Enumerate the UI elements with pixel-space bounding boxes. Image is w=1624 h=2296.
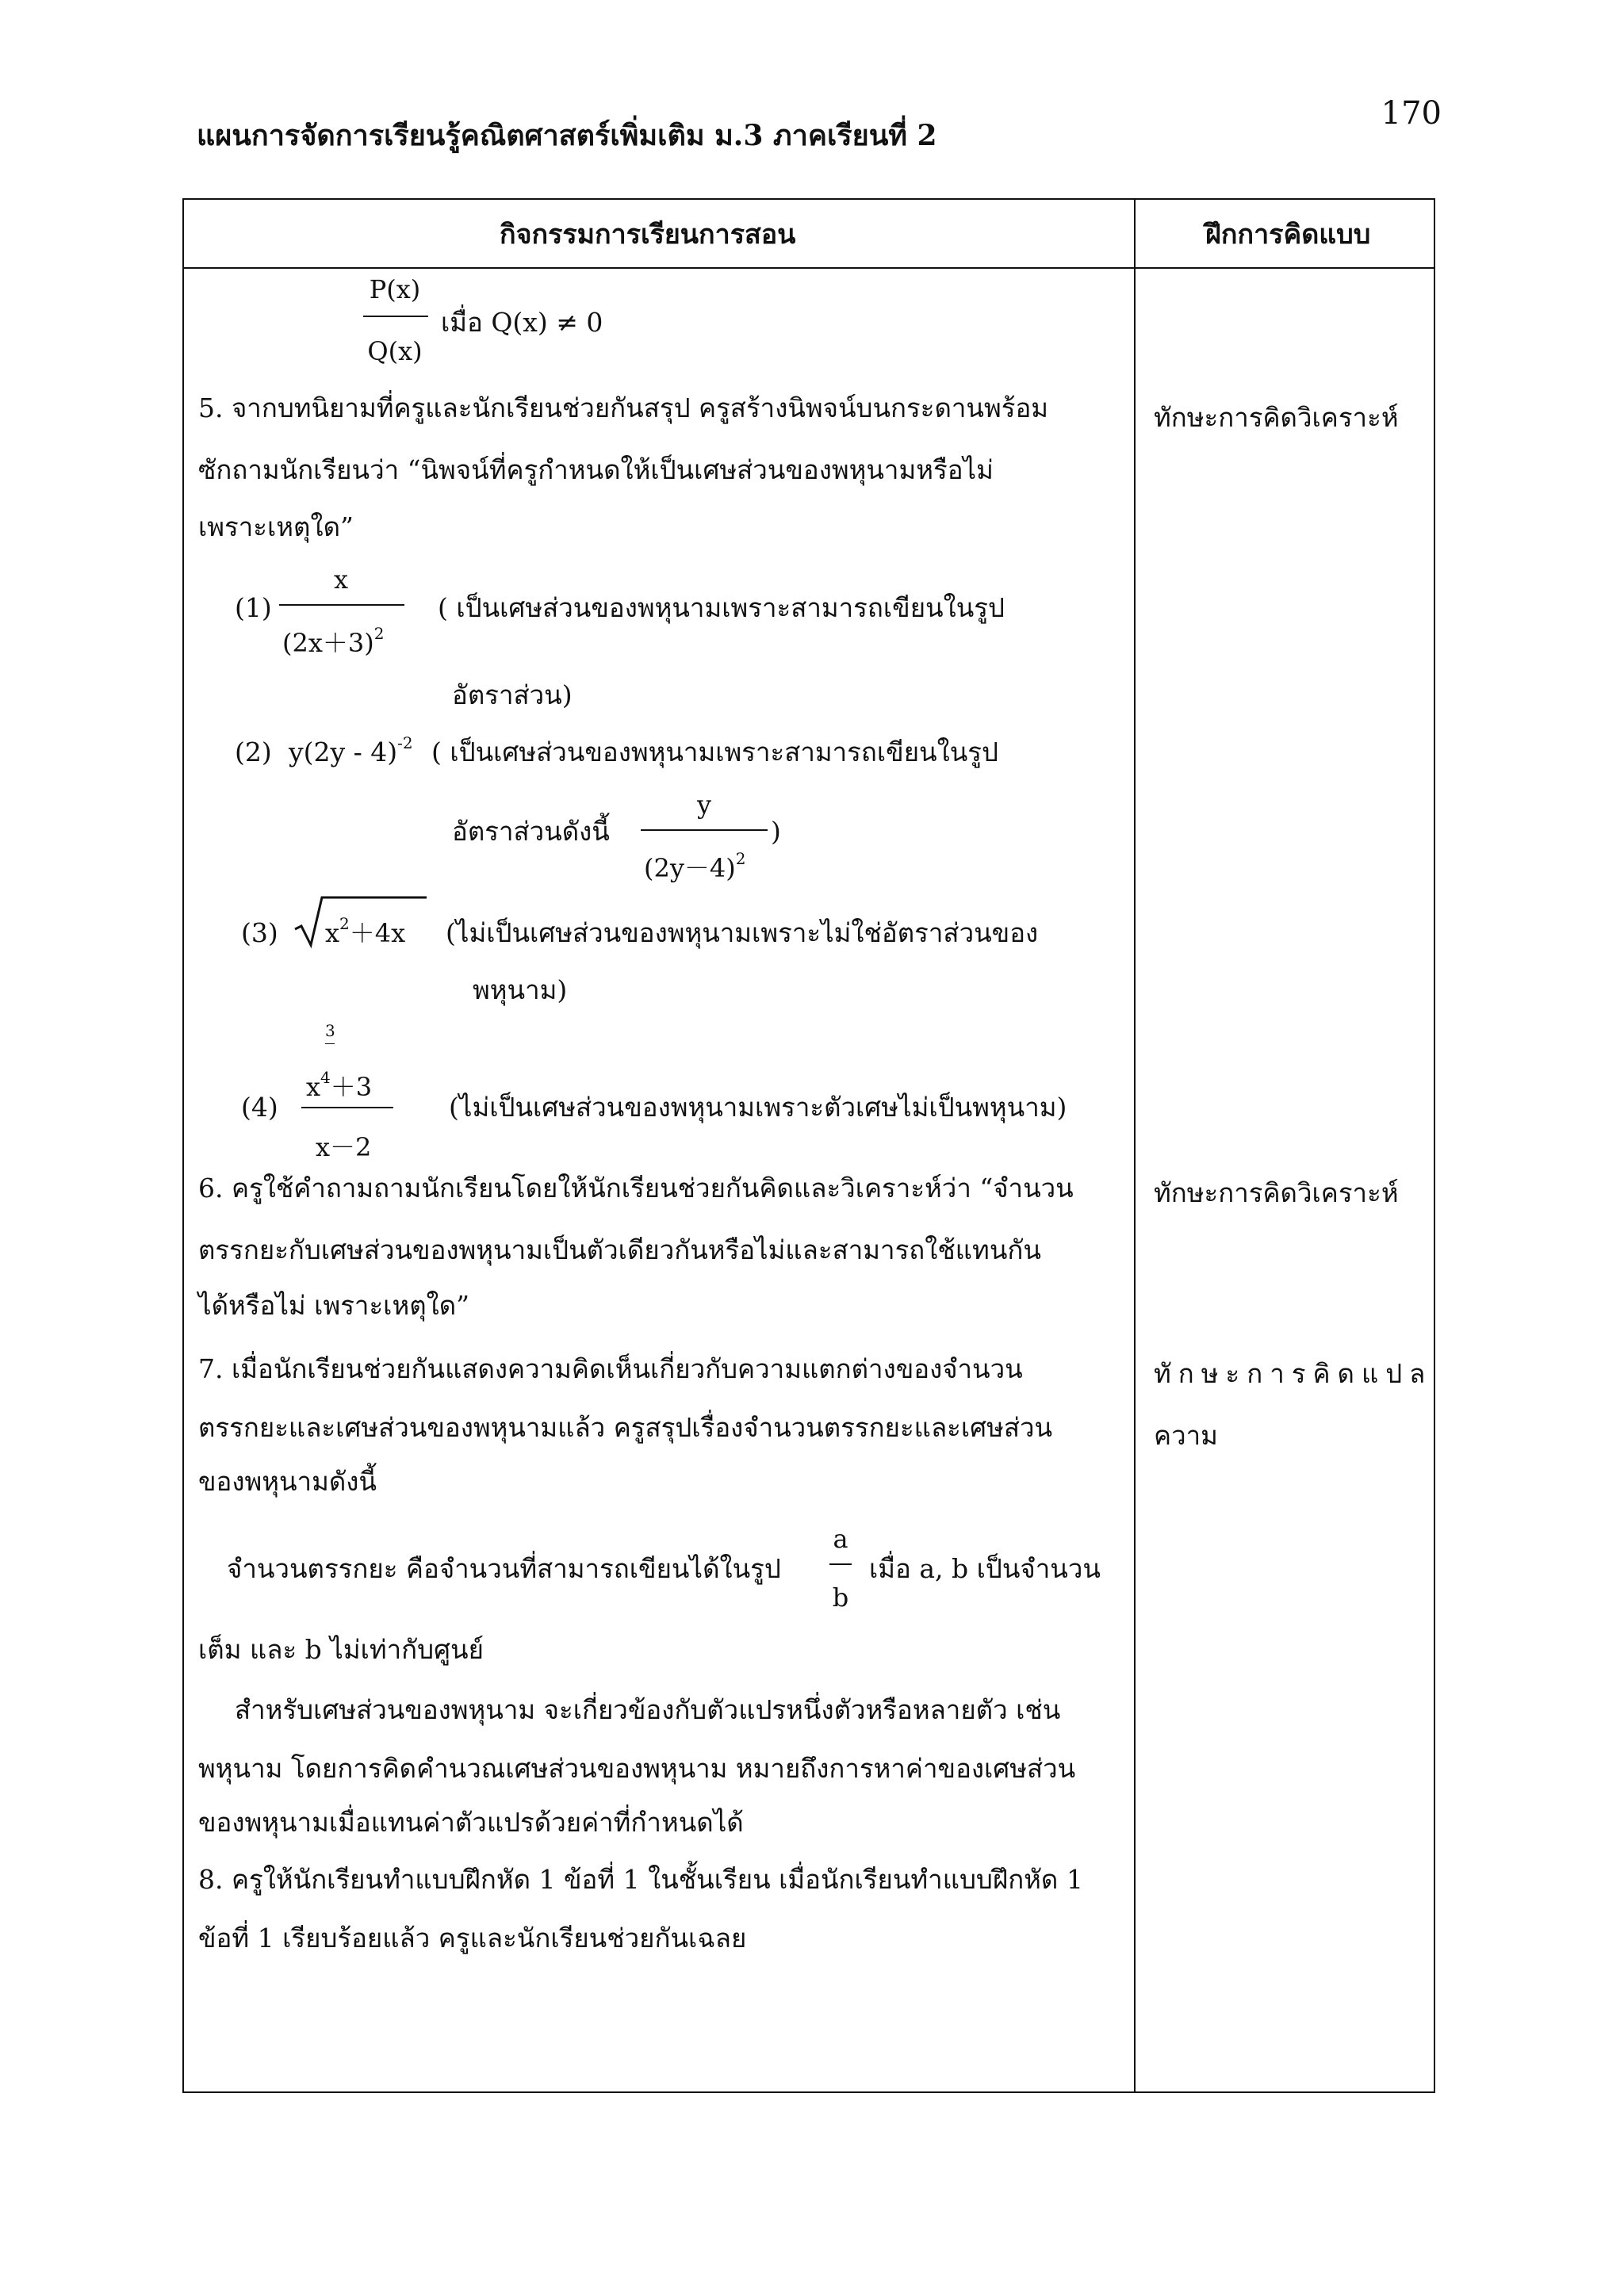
example4-numerator: $x^4+3$ [306, 1068, 373, 1102]
example3-label: (3) [241, 917, 278, 948]
example4-exponent-bar [325, 1043, 335, 1044]
example2-expression: y(2y - 4)$^{-2}$ [289, 733, 413, 767]
example4-note: (ไม่เป็นเศษส่วนของพหุนามเพราะตัวเศษไม่เป็นพหุนาม) [449, 1092, 1067, 1123]
example4-label: (4) [241, 1092, 278, 1123]
example3-note: (ไม่เป็นเศษส่วนของพหุนามเพราะไม่ใช่อัตราส่วนของ [446, 917, 1039, 948]
rational-definition-part1: จำนวนตรรกยะ คือจำนวนที่สามารถเขียนได้ในรูป [227, 1553, 781, 1584]
item6-line2: ตรรกยะกับเศษส่วนของพหุนามเป็นตัวเดียวกันหรือไม่และสามารถใช้แทนกัน [198, 1234, 1041, 1265]
item8-line2: ข้อที่ 1 เรียบร้อยแล้ว ครูและนักเรียนช่วยกันเฉลย [198, 1923, 747, 1954]
fraction-condition: เมื่อ Q(x) ≠ 0 [441, 307, 603, 338]
example2-fraction-bar [641, 829, 768, 831]
rational-denominator: b [832, 1582, 849, 1613]
header-divider [182, 267, 1435, 269]
example4-fractional-exponent: 3 [325, 1021, 335, 1040]
rational-fraction-bar [829, 1563, 852, 1565]
example1-denominator: $(2x+3)^2$ [282, 624, 385, 658]
fraction-denominator: Q(x) [367, 336, 423, 366]
page-number: 170 [1381, 95, 1442, 132]
example1-note: ( เป็นเศษส่วนของพหุนามเพราะสามารถเขียนในรูป [438, 592, 1005, 623]
example3-note-cont: พหุนาม) [473, 974, 568, 1005]
column-header-thinking-skills: ฝึกการคิดแบบ [1205, 219, 1371, 251]
example4-fraction-bar [301, 1107, 393, 1108]
document-title: แผนการจัดการเรียนรู้คณิตศาสตร์เพิ่มเติม ม.3 ภาคเรียนที่ 2 [197, 119, 937, 152]
skill-analytical-2: ทักษะการคิดวิเคราะห์ [1154, 1177, 1399, 1208]
polyfrac-line2: พหุนาม โดยการคิดคำนวณเศษส่วนของพหุนาม หมายถึงการหาค่าของเศษส่วน [198, 1753, 1076, 1784]
example4-denominator: x－2 [316, 1132, 372, 1162]
example3-radicand: $x^2+4x$ [325, 914, 406, 948]
column-divider [1134, 198, 1136, 2093]
example2-note: ( เป็นเศษส่วนของพหุนามเพราะสามารถเขียนในรูป [431, 737, 998, 767]
item5-line1: 5. จากบทนิยามที่ครูและนักเรียนช่วยกันสรุป ครูสร้างนิพจน์บนกระดานพร้อม [198, 392, 1049, 423]
example2-label: (2) [235, 737, 272, 767]
example1-numerator: x [333, 564, 349, 595]
item7-line2: ตรรกยะและเศษส่วนของพหุนามแล้ว ครูสรุปเรื่องจำนวนตรรกยะและเศษส่วน [198, 1412, 1053, 1443]
example1-fraction-bar [279, 604, 404, 606]
example1-note-cont: อัตราส่วน) [452, 679, 573, 710]
polyfrac-line1: สำหรับเศษส่วนของพหุนาม จะเกี่ยวข้องกับตัวแปรหนึ่งตัวหรือหลายตัว เช่น [235, 1694, 1061, 1725]
item6-line3: ได้หรือไม่ เพราะเหตุใด” [198, 1290, 470, 1321]
example2-close-paren: ) [771, 816, 781, 847]
rational-definition-part3: เต็ม และ b ไม่เท่ากับศูนย์ [198, 1634, 484, 1665]
example2-numerator: y [696, 790, 712, 820]
example2-denominator: $(2y-4)^2$ [644, 849, 746, 883]
rational-definition-part2: เมื่อ a, b เป็นจำนวน [869, 1553, 1101, 1584]
column-header-activities: กิจกรรมการเรียนการสอน [500, 219, 796, 251]
example2-note-cont: อัตราส่วนดังนี้ [452, 816, 610, 847]
skill-interpretation: ทักษะการคิดแปล [1154, 1358, 1433, 1389]
rational-numerator: a [833, 1524, 848, 1554]
fraction-numerator: P(x) [369, 274, 421, 304]
skill-interpretation-cont: ความ [1154, 1420, 1218, 1451]
item7-line1: 7. เมื่อนักเรียนช่วยกันแสดงความคิดเห็นเกี่ยวกับความแตกต่างของจำนวน [198, 1353, 1023, 1384]
fraction-bar [363, 316, 428, 317]
skill-analytical-1: ทักษะการคิดวิเคราะห์ [1154, 402, 1399, 433]
item6-line1: 6. ครูใช้คำถามถามนักเรียนโดยให้นักเรียนช่วยกันคิดและวิเคราะห์ว่า “จำนวน [198, 1173, 1074, 1203]
item5-line3: เพราะเหตุใด” [198, 511, 354, 542]
item7-line3: ของพหุนามดังนี้ [198, 1466, 377, 1497]
example1-label: (1) [235, 592, 272, 623]
polyfrac-line3: ของพหุนามเมื่อแทนค่าตัวแปรด้วยค่าที่กำหนดได้ [198, 1807, 744, 1838]
item5-line2: ซักถามนักเรียนว่า “นิพจน์ที่ครูกำหนดให้เป็นเศษส่วนของพหุนามหรือไม่ [198, 454, 994, 485]
item8-line1: 8. ครูให้นักเรียนทำแบบฝึกหัด 1 ข้อที่ 1 ในชั้นเรียน เมื่อนักเรียนทำแบบฝึกหัด 1 [198, 1864, 1083, 1895]
